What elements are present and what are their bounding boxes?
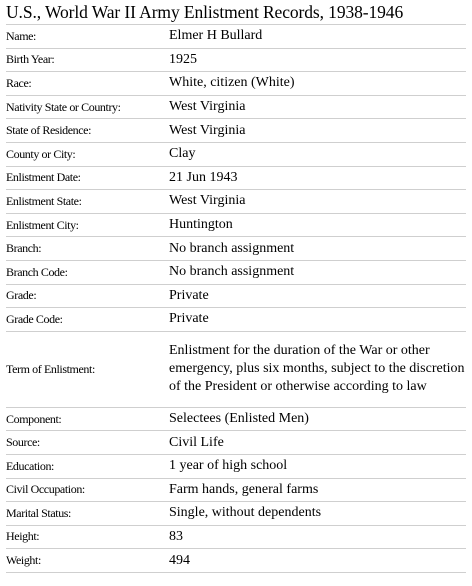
field-value: Farm hands, general farms bbox=[169, 478, 466, 502]
field-value: Private bbox=[169, 284, 466, 308]
field-value: No branch assignment bbox=[169, 237, 466, 261]
field-value: 494 bbox=[169, 549, 466, 573]
table-row bbox=[6, 72, 466, 96]
table-row bbox=[6, 166, 466, 190]
table-row bbox=[6, 549, 466, 573]
table-row bbox=[6, 25, 466, 49]
field-label: Nativity State or Country: bbox=[6, 95, 169, 119]
field-label: Component: bbox=[6, 407, 169, 431]
field-value: Enlistment for the duration of the War or other emergency, plus six months, subject to the discretion of the President or otherwise according to law bbox=[169, 331, 466, 407]
field-label: Enlistment Date: bbox=[6, 166, 169, 190]
field-value: West Virginia bbox=[169, 95, 466, 119]
field-label: Enlistment City: bbox=[6, 213, 169, 237]
table-row bbox=[6, 260, 466, 284]
field-label: State of Residence: bbox=[6, 119, 169, 143]
field-value: 83 bbox=[169, 525, 466, 549]
field-label: Birth Year: bbox=[6, 48, 169, 72]
field-value: White, citizen (White) bbox=[169, 72, 466, 96]
table-row bbox=[6, 213, 466, 237]
field-value: 21 Jun 1943 bbox=[169, 166, 466, 190]
field-value: West Virginia bbox=[169, 190, 466, 214]
field-label: Civil Occupation: bbox=[6, 478, 169, 502]
field-label: Term of Enlistment: bbox=[6, 331, 169, 407]
table-row bbox=[6, 95, 466, 119]
field-value: Private bbox=[169, 308, 466, 332]
field-value: Single, without dependents bbox=[169, 502, 466, 526]
field-label: Enlistment State: bbox=[6, 190, 169, 214]
table-row bbox=[6, 190, 466, 214]
field-value: 1925 bbox=[169, 48, 466, 72]
field-label: Grade: bbox=[6, 284, 169, 308]
field-value: Civil Life bbox=[169, 431, 466, 455]
table-row bbox=[6, 48, 466, 72]
field-label: Height: bbox=[6, 525, 169, 549]
field-value: 1 year of high school bbox=[169, 454, 466, 478]
table-row bbox=[6, 142, 466, 166]
table-row bbox=[6, 407, 466, 431]
field-label: Race: bbox=[6, 72, 169, 96]
table-row bbox=[6, 119, 466, 143]
table-row bbox=[6, 284, 466, 308]
page-title: U.S., World War II Army Enlistment Records, 1938-1946 bbox=[6, 2, 404, 22]
field-label: Name: bbox=[6, 25, 169, 49]
table-row bbox=[6, 454, 466, 478]
field-label: Weight: bbox=[6, 549, 169, 573]
table-row bbox=[6, 525, 466, 549]
table-row bbox=[6, 308, 466, 332]
record-table bbox=[6, 24, 466, 573]
field-value: West Virginia bbox=[169, 119, 466, 143]
field-value: Clay bbox=[169, 142, 466, 166]
field-label: Branch: bbox=[6, 237, 169, 261]
field-value: No branch assignment bbox=[169, 260, 466, 284]
field-value: Huntington bbox=[169, 213, 466, 237]
table-row bbox=[6, 431, 466, 455]
field-value: Selectees (Enlisted Men) bbox=[169, 407, 466, 431]
field-label: County or City: bbox=[6, 142, 169, 166]
table-row bbox=[6, 237, 466, 261]
field-label: Marital Status: bbox=[6, 502, 169, 526]
table-row bbox=[6, 478, 466, 502]
field-label: Source: bbox=[6, 431, 169, 455]
field-label: Grade Code: bbox=[6, 308, 169, 332]
field-value: Elmer H Bullard bbox=[169, 25, 466, 49]
field-label: Branch Code: bbox=[6, 260, 169, 284]
field-label: Education: bbox=[6, 454, 169, 478]
table-row bbox=[6, 502, 466, 526]
table-row bbox=[6, 331, 466, 407]
